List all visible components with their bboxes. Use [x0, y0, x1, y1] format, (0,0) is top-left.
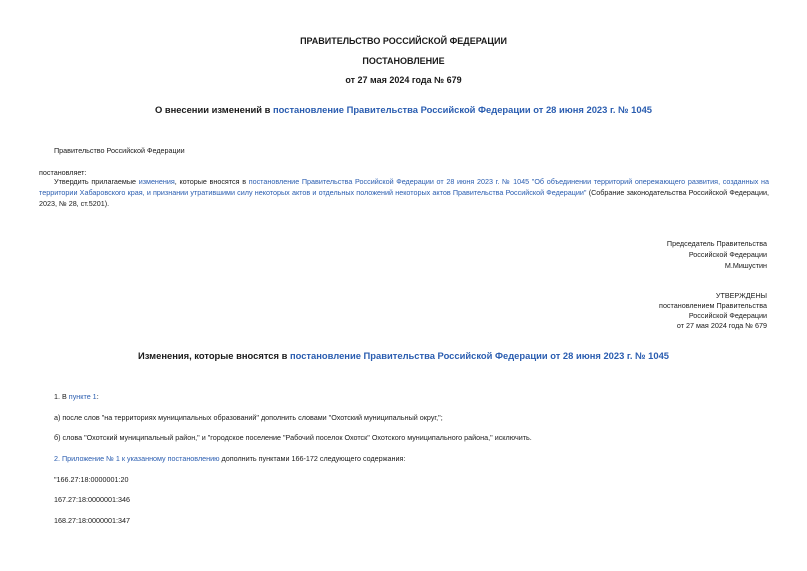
issuer: Правительство Российской Федерации	[54, 146, 185, 155]
paragraph-approve	[39, 176, 769, 209]
signature-name: М.Мишустин	[724, 261, 767, 270]
changes-link[interactable]: изменения	[138, 177, 175, 186]
p1-mid: , которые вносятся в	[174, 177, 249, 186]
item-b: б) слова "Охотский муниципальный район," и "городское поселение "Рабочий поселок Охотск" Охотского муниципального района," исключить.	[54, 433, 532, 442]
approved-line2: постановлением Правительства	[659, 301, 767, 310]
decrees-word: постановляет:	[39, 168, 87, 177]
title-link[interactable]: постановление Правительства Российской Федерации от 28 июня 2023 г. № 1045	[272, 104, 653, 115]
p1-end: (Собрание законодательства Российской Федерации, 2023, № 28, ст.5201).	[39, 188, 769, 208]
p1-start: Утвердить прилагаемые	[54, 177, 139, 186]
clause-1-link[interactable]: пункте 1	[68, 392, 97, 401]
row-167: 167.27:18:0000001:346	[54, 495, 130, 504]
decree-link[interactable]: постановление Правительства Российской Федерации от 28 июня 2023 г. № 1045 "Об объединении территорий опережающего развития, созданных на территории Хабаровского края, и признании утратившими силу некоторых актов и отдельных положений некоторых актов Правительства Российской Федерации"	[39, 177, 770, 197]
signature-line2: Российской Федерации	[688, 250, 767, 259]
date-number: от 27 мая 2024 года № 679	[345, 75, 462, 85]
changes-title-prefix: Изменения, которые вносятся в	[138, 350, 290, 361]
government-heading: ПРАВИТЕЛЬСТВО РОССИЙСКОЙ ФЕДЕРАЦИИ	[300, 36, 507, 46]
changes-title	[0, 350, 807, 361]
row-168: 168.27:18:0000001:347	[54, 516, 130, 525]
signature-line1: Председатель Правительства	[666, 239, 767, 248]
item-1-prefix: 1. В	[54, 392, 69, 401]
approved-line1: УТВЕРЖДЕНЫ	[715, 291, 767, 300]
approved-line4: от 27 мая 2024 года № 679	[676, 321, 767, 330]
item-2-suffix: дополнить пунктами 166-172 следующего содержания:	[219, 454, 406, 463]
item-2	[54, 453, 405, 464]
row-166: "166.27:18:0000001:20	[54, 475, 129, 484]
item-1-suffix: :	[96, 392, 99, 401]
item-a: а) после слов "на территориях муниципальных образований" дополнить словами "Охотский муниципальный округ,";	[54, 413, 443, 422]
item-1	[54, 391, 99, 402]
annex-link[interactable]: 2. Приложение № 1 к указанному постановлению	[54, 454, 220, 463]
doc-type-heading: ПОСТАНОВЛЕНИЕ	[362, 56, 445, 66]
approved-line3: Российской Федерации	[688, 311, 767, 320]
document-title	[0, 104, 807, 115]
changes-title-link[interactable]: постановление Правительства Российской Федерации от 28 июня 2023 г. № 1045	[289, 350, 669, 361]
title-prefix: О внесении изменений в	[154, 104, 273, 115]
